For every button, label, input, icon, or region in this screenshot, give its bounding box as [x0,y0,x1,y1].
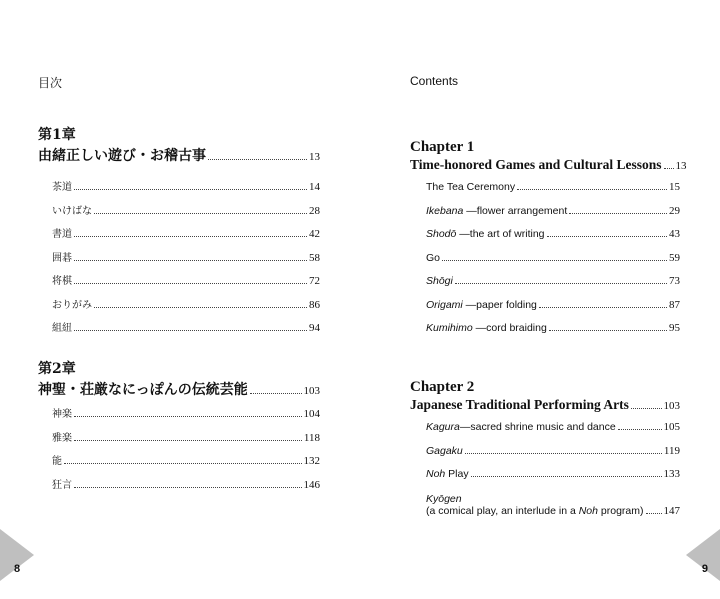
entry-subtitle-row [426,505,680,517]
dot-leader [94,307,307,308]
entry-title: Gagaku [426,444,463,457]
page-ref: 29 [669,204,680,217]
dot-leader [64,463,302,464]
entry-subtitle: (a comical play, an interlude in a Noh program) [426,504,644,517]
left-chapter-1 [38,126,320,343]
dot-leader [250,393,302,394]
entry-title: 書道 [52,229,72,240]
entry-title: Kumihimo —cord braiding [426,322,547,334]
page-ref: 15 [669,181,680,193]
toc-entry[interactable] [426,299,680,323]
chapter-title: Japanese Traditional Performing Arts [410,397,629,412]
entry-title: Go [426,251,441,264]
chapter-label: Chapter 2 [410,379,475,395]
page-number: 8 [14,563,21,575]
toc-entry[interactable] [426,421,680,445]
toc-entry[interactable] [52,319,320,343]
dot-leader [74,330,307,331]
chapter-title-row[interactable] [410,157,687,173]
chapter-title-row[interactable] [38,145,320,165]
page-ref: 28 [309,204,320,217]
chapter-title-row[interactable] [38,379,320,399]
entry-list [426,181,680,346]
toc-entry[interactable] [52,405,320,429]
page-ref: 103 [663,400,680,412]
dot-leader [94,213,307,214]
toc-entry[interactable] [426,468,680,492]
entry-title: 将棋 [52,276,72,287]
dot-leader [549,330,667,331]
dot-leader [517,189,667,190]
page-ref: 86 [309,298,320,311]
toc-entry[interactable] [52,249,320,273]
dot-leader [74,283,307,284]
entry-title: Shōgi [426,275,453,287]
left-page-header: 目次 [38,76,63,90]
page-ref: 132 [303,455,320,467]
page-ref: 118 [303,431,320,444]
dot-leader [74,440,302,441]
toc-entry[interactable] [52,429,320,453]
entry-title: 能 [52,456,62,467]
toc-entry[interactable] [426,493,680,517]
chapter-label: 第1章 [38,127,76,143]
page-ref: 43 [669,228,680,240]
toc-entry[interactable] [426,252,680,276]
dot-leader [74,416,302,417]
toc-entry[interactable] [426,275,680,299]
page-ref: 13 [309,151,320,163]
entry-title: いけばな [52,205,92,217]
toc-entry[interactable] [52,225,320,249]
chapter-title: 由緒正しい遊び・お稽古事 [38,148,206,164]
dot-leader [547,236,668,237]
toc-entry[interactable] [52,296,320,320]
dot-leader [646,513,662,514]
page-number: 9 [701,563,708,575]
entry-title: 茶道 [52,182,72,193]
page-ref: 105 [663,421,680,433]
toc-entry[interactable] [426,181,680,205]
page-ref: 133 [663,468,680,480]
page-ref: 13 [675,160,687,172]
toc-entry[interactable] [52,202,320,226]
entry-title: おりがみ [52,299,92,311]
entry-title: Kagura—sacred shrine music and dance [426,421,616,433]
toc-entry[interactable] [426,228,680,252]
page-ref: 95 [669,322,680,334]
toc-entry[interactable] [52,272,320,296]
chapter-title-row[interactable] [410,397,680,413]
page-ref: 14 [309,181,320,193]
page-ref: 103 [303,385,320,397]
entry-list [426,421,680,517]
dot-leader [208,159,307,160]
toc-entry[interactable] [52,452,320,476]
dot-leader [455,283,667,284]
page-ref: 94 [309,322,320,334]
entry-list [52,405,320,499]
toc-entry[interactable] [52,476,320,500]
dot-leader [539,307,667,308]
dot-leader [74,487,302,488]
page-ref: 42 [309,228,320,240]
entry-title: Origami —paper folding [426,298,537,311]
page-ref: 59 [669,251,680,264]
dot-leader [618,429,662,430]
right-chapter-1 [410,138,687,346]
toc-entry[interactable] [426,445,680,469]
left-chapter-2 [38,360,320,499]
page-ref: 73 [669,275,680,287]
right-page-header: Contents [410,74,459,88]
dot-leader [631,408,662,409]
entry-title: Kyōgen [426,492,462,505]
dot-leader [471,476,662,477]
entry-title: The Tea Ceremony [426,181,516,193]
dot-leader [664,168,674,169]
toc-entry[interactable] [426,205,680,229]
page-ref: 104 [303,408,320,420]
chapter-label: Chapter 1 [410,139,475,155]
entry-title: Shodō —the art of writing [426,228,545,240]
page-ref: 58 [309,251,320,264]
page-ref: 119 [663,444,680,457]
chapter-title: Time-honored Games and Cultural Lessons [410,157,662,172]
dot-leader [569,213,667,214]
entry-title: 狂言 [52,479,72,491]
page-ref: 72 [309,275,320,287]
chapter-label: 第2章 [38,361,76,377]
page-ref: 146 [303,478,320,491]
dot-leader [74,260,307,261]
entry-title: 組紐 [52,323,72,334]
page-ref: 87 [669,298,680,311]
dot-leader [74,189,307,190]
entry-title: 神楽 [52,409,72,420]
entry-title: Noh Play [426,468,469,480]
toc-entry[interactable] [426,322,680,346]
dot-leader [442,260,667,261]
entry-list [52,178,320,343]
right-page [360,0,720,599]
entry-title: Ikebana —flower arrangement [426,204,568,217]
entry-title: 雅楽 [52,432,72,444]
dot-leader [465,453,662,454]
toc-entry[interactable] [52,178,320,202]
dot-leader [74,236,307,237]
page-ref: 147 [663,504,680,517]
entry-title: 囲碁 [52,252,72,264]
chapter-title: 神聖・荘厳なにっぽんの伝統芸能 [38,382,248,398]
right-chapter-2 [410,378,680,517]
